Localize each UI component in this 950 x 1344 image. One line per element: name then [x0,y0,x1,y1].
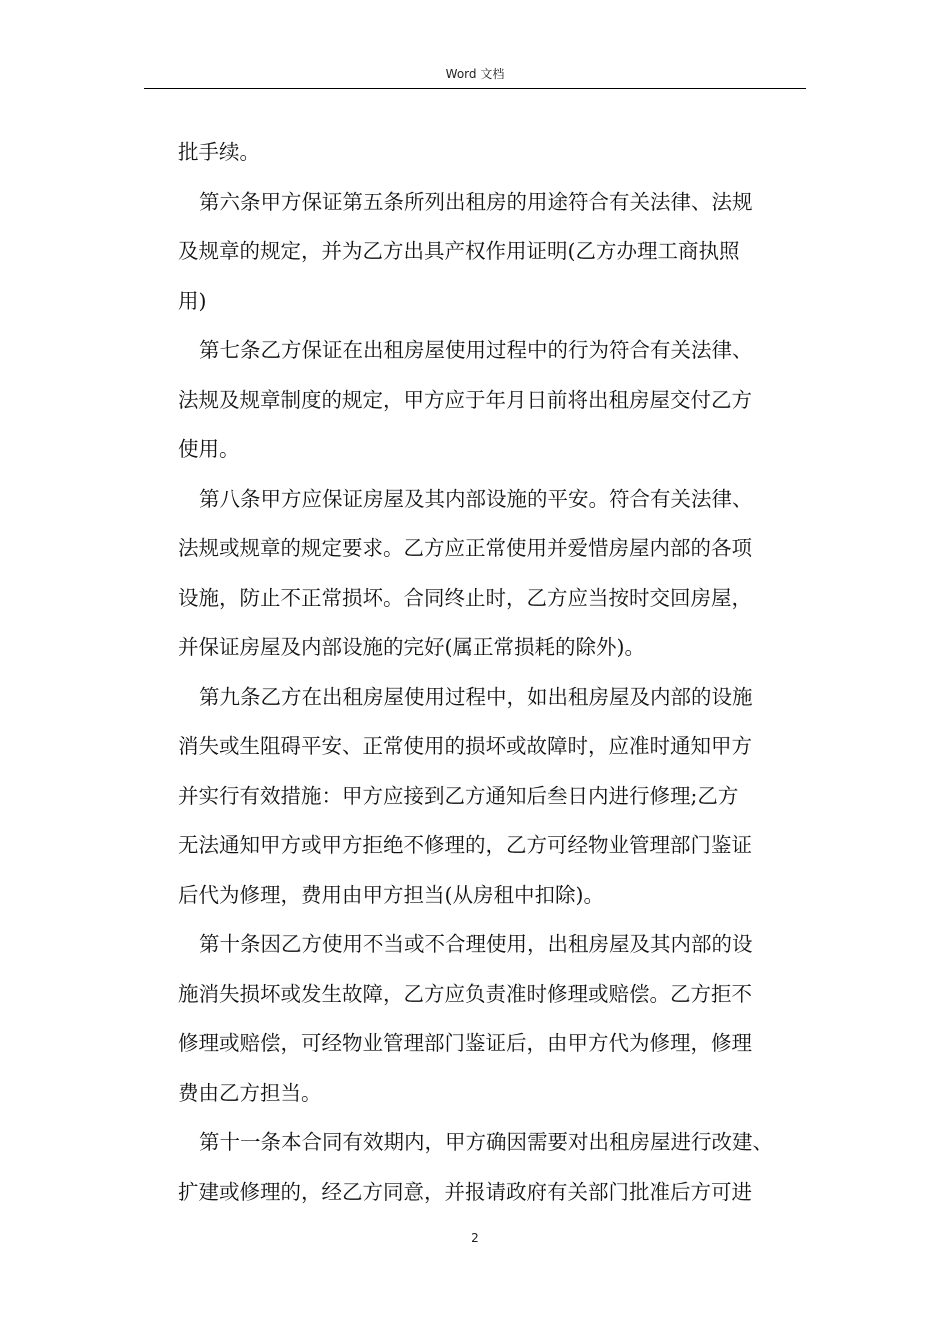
header-divider [144,88,806,89]
text-line-article-7: 第七条乙方保证在出租房屋使用过程中的行为符合有关法律、 [199,338,753,362]
text-line: 批手续。 [178,140,260,164]
text-line: 无法通知甲方或甲方拒绝不修理的，乙方可经物业管理部门鉴证 [178,833,752,857]
text-line: 使用。 [178,437,240,461]
text-line-article-11: 第十一条本合同有效期内，甲方确因需要对出租房屋进行改建、 [199,1130,773,1154]
text-line: 扩建或修理的，经乙方同意，并报请政府有关部门批准后方可进 [178,1179,752,1204]
text-line-article-9: 第九条乙方在出租房屋使用过程中，如出租房屋及内部的设施 [199,684,753,709]
text-line-article-8: 第八条甲方应保证房屋及其内部设施的平安。符合有关法律、 [199,486,753,511]
text-line: 修理或赔偿，可经物业管理部门鉴证后，由甲方代为修理，修理 [178,1031,752,1055]
text-line: 设施，防止不正常损坏。合同终止时，乙方应当按时交回房屋， [178,585,752,610]
text-line: 及规章的规定，并为乙方出具产权作用证明(乙方办理工商执照 [178,239,740,263]
text-line: 法规及规章制度的规定，甲方应于年月日前将出租房屋交付乙方 [178,387,752,412]
text-line-article-10: 第十条因乙方使用不当或不合理使用，出租房屋及其内部的设 [199,932,753,956]
text-line: 后代为修理，费用由甲方担当(从房租中扣除)。 [178,882,604,907]
text-line: 施消失损坏或发生故障，乙方应负责准时修理或赔偿。乙方拒不 [178,981,752,1006]
text-line: 费由乙方担当。 [178,1080,322,1105]
text-line: 消失或生阻碍平安、正常使用的损坏或故障时，应准时通知甲方 [178,734,752,758]
text-line-article-6: 第六条甲方保证第五条所列出租房的用途符合有关法律、法规 [199,189,753,214]
text-line: 法规或规章的规定要求。乙方应正常使用并爱惜房屋内部的各项 [178,536,752,560]
text-line: 并保证房屋及内部设施的完好(属正常损耗的除外)。 [178,635,645,659]
text-line: 并实行有效措施：甲方应接到乙方通知后叁日内进行修理;乙方 [178,783,739,808]
text-line: 用) [178,288,207,313]
page-number: 2 [471,1231,479,1245]
document-body [178,128,818,1217]
page-header: Word 文档 [445,67,505,81]
